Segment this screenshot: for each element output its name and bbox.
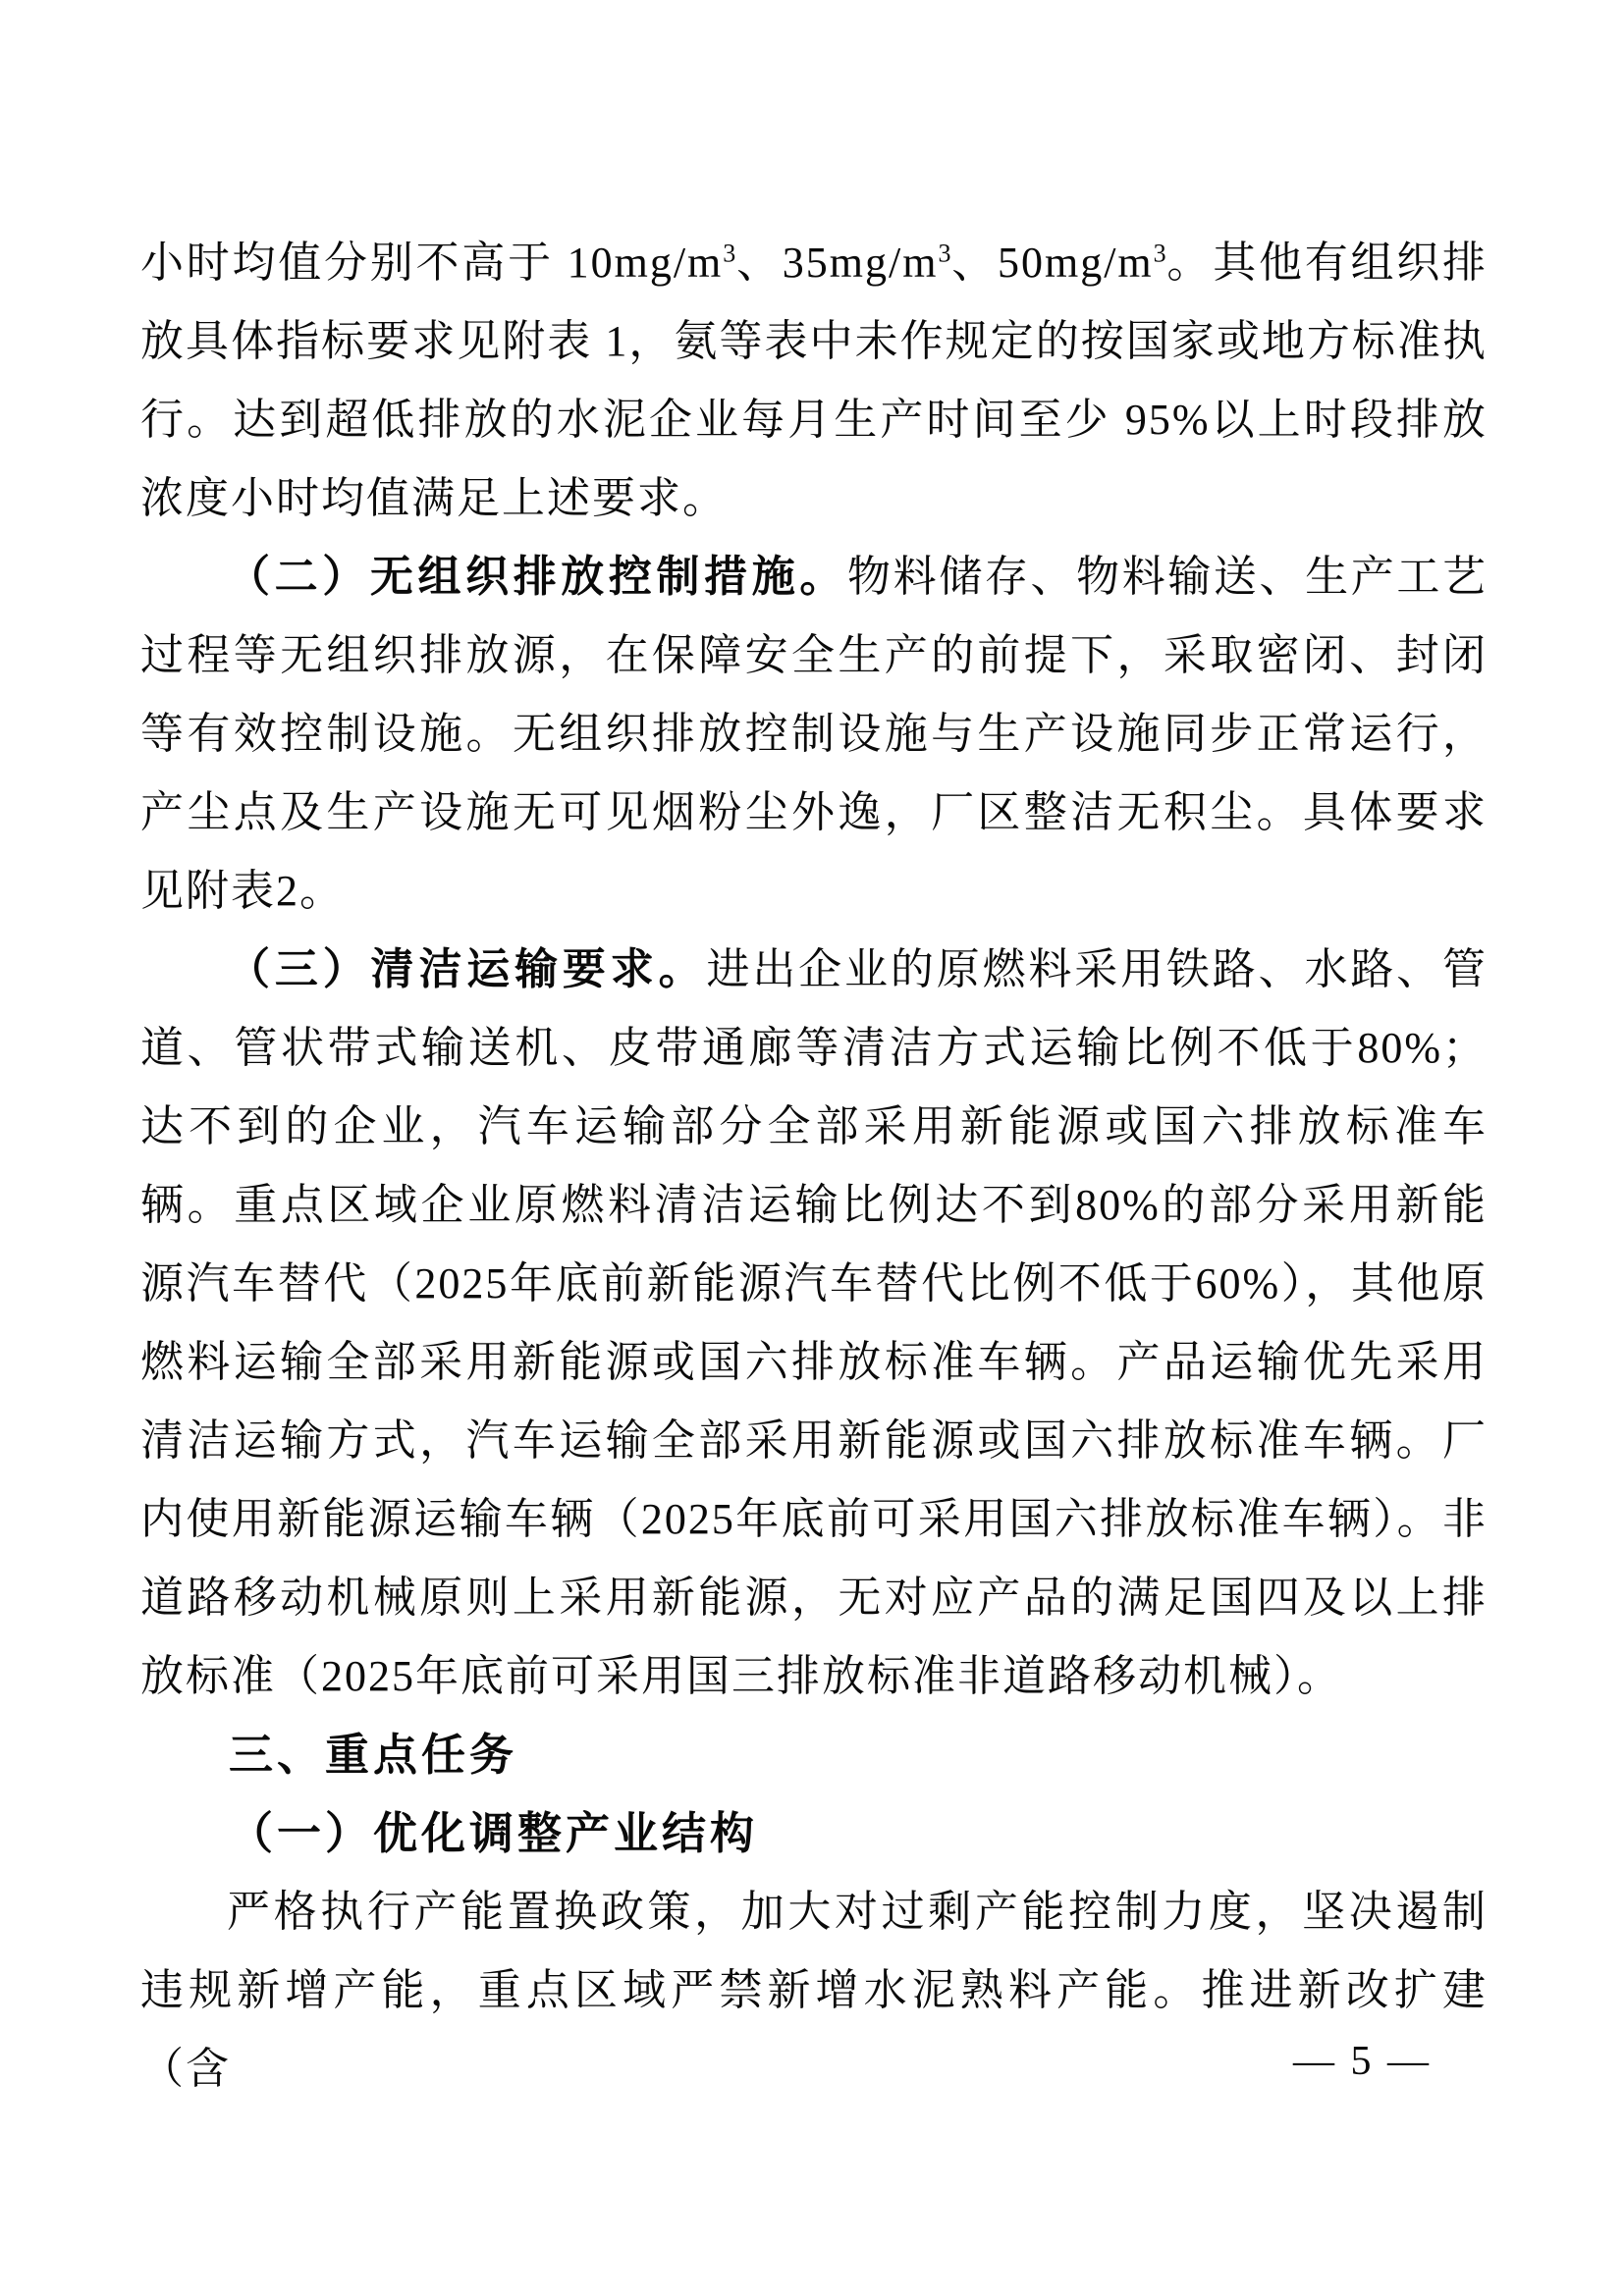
paragraph-text: 物料储存、物料输送、生产工艺过程等无组织排放源，在保障安全生产的前提下，采取密闭、封闭等有效控制设施。无组织排放控制设施与生产设施同步正常运行，产尘点及生产设施无可见烟粉尘外逸，厂区整洁无积尘。具体要求见附表2。 — [140, 553, 1488, 915]
page-number-footer: — 5 — — [1293, 2039, 1432, 2084]
paragraph-lead-item-2: （二）无组织排放控制措施。 — [227, 553, 847, 601]
paragraph-clean-transport — [140, 931, 1488, 1716]
paragraph-text: 、35mg/m — [735, 239, 939, 287]
superscript-cubed: 3 — [938, 239, 951, 268]
paragraph-text: 小时均值分别不高于 10mg/m — [140, 239, 724, 287]
superscript-cubed: 3 — [1153, 239, 1166, 268]
paragraph-capacity-policy: 严格执行产能置换政策，加大对过剩产能控制力度，坚决遏制违规新增产能，重点区域严禁新增水泥熟料产能。推进新改扩建（含 — [140, 1888, 1488, 2093]
paragraph-emission-limits — [140, 224, 1488, 538]
paragraph-lead-item-3: （三）清洁运输要求。 — [227, 945, 707, 993]
paragraph-text: 进出企业的原燃料采用铁路、水路、管道、管状带式输送机、皮带通廊等清洁方式运输比例不低于80%；达不到的企业，汽车运输部分全部采用新能源或国六排放标准车辆。重点区域企业原燃料清洁运输比例达不到80%的部分采用新能源汽车替代（2025年底前新能源汽车替代比例不低于60%），其他原燃料运输全部采用新能源或国六排放标准车辆。产品运输优先采用清洁运输方式，汽车运输全部采用新能源或国六排放标准车辆。厂内使用新能源运输车辆（2025年底前可采用国六排放标准车辆）。非道路移动机械原则上采用新能源，无对应产品的满足国四及以上排放标准（2025年底前可采用国三排放标准非道路移动机械）。 — [140, 945, 1489, 1700]
section-heading-key-tasks: 三、重点任务 — [229, 1730, 518, 1780]
paragraph-text: 。其他有组织排放具体指标要求见附表 1，氨等表中未作规定的按国家或地方标准执行。达到超低排放的水泥企业每月生产时间至少 95%以上时段排放浓度小时均值满足上述要求。 — [140, 239, 1488, 522]
subsection-heading-industry-structure: （一）优化调整产业结构 — [229, 1809, 759, 1858]
paragraph-text: 、50mg/m — [950, 239, 1154, 287]
document-body — [140, 224, 1488, 2109]
superscript-cubed: 3 — [723, 239, 736, 268]
paragraph-fugitive-emission-control — [140, 538, 1488, 931]
